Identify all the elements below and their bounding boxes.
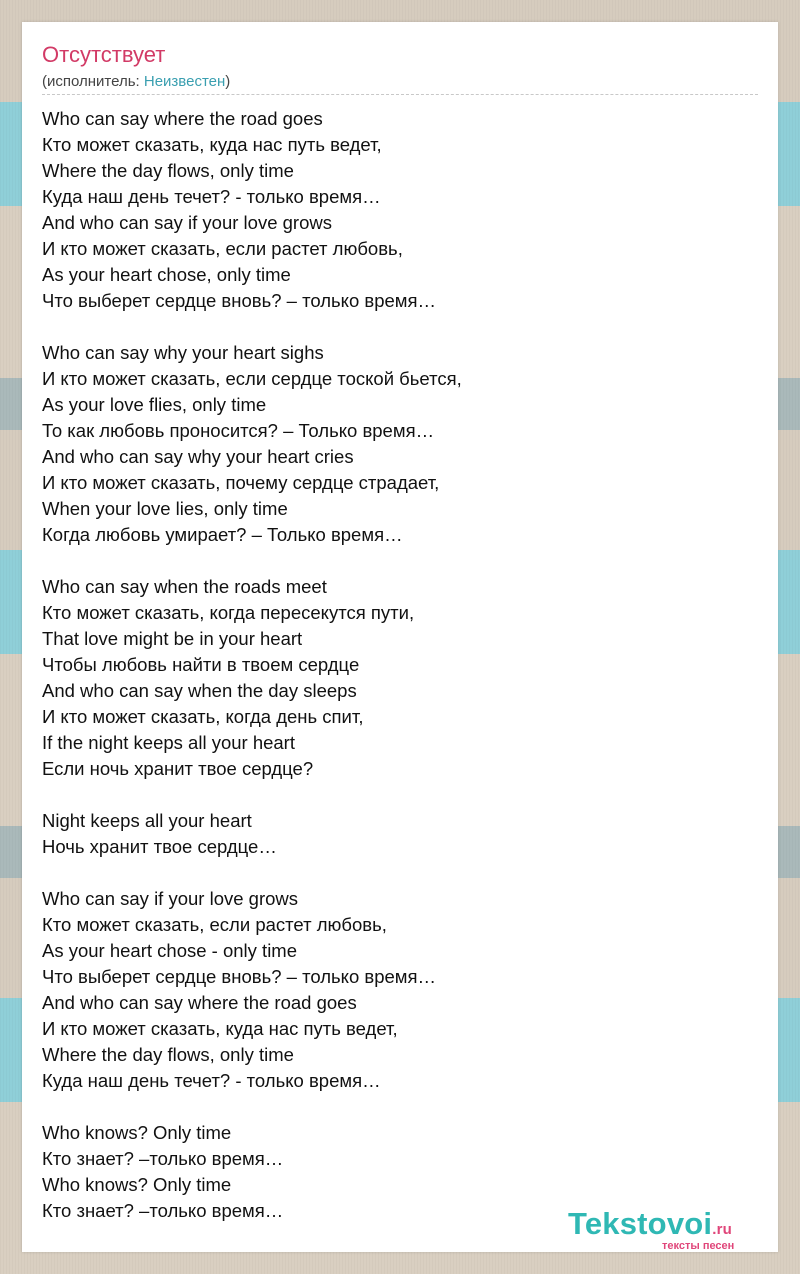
lyric-line: As your heart chose - only time	[42, 940, 297, 961]
lyric-line: And who can say if your love grows	[42, 212, 332, 233]
lyric-line: And who can say where the road goes	[42, 992, 357, 1013]
lyric-line: Что выберет сердце вновь? – только время…	[42, 290, 437, 311]
lyric-line: Кто знает? –только время…	[42, 1148, 284, 1169]
artist-link[interactable]: Неизвестен	[143, 73, 226, 90]
artist-suffix: )	[225, 73, 231, 90]
lyric-line	[42, 1094, 462, 1120]
lyric-line: Если ночь хранит твое сердце?	[42, 758, 314, 779]
lyric-line	[42, 548, 462, 574]
artist-line	[42, 73, 230, 90]
lyric-line: Where the day flows, only time	[42, 160, 294, 181]
lyric-line: Where the day flows, only time	[42, 1044, 294, 1065]
lyric-line: Night keeps all your heart	[42, 810, 252, 831]
lyric-line: Куда наш день течет? - только время…	[42, 1070, 381, 1091]
lyric-line	[42, 782, 462, 808]
logo-tld: .ru	[712, 1221, 732, 1238]
lyric-line: И кто может сказать, почему сердце страдает,	[42, 472, 440, 493]
lyric-line: And who can say why your heart cries	[42, 446, 354, 467]
lyric-line: И кто может сказать, когда день спит,	[42, 706, 364, 727]
lyric-line	[42, 860, 462, 886]
lyric-line: If the night keeps all your heart	[42, 732, 295, 753]
lyric-line: То как любовь проносится? – Только время…	[42, 420, 435, 441]
lyric-line: And who can say when the day sleeps	[42, 680, 357, 701]
lyric-line: Кто может сказать, если растет любовь,	[42, 914, 387, 935]
lyric-line: Кто может сказать, куда нас путь ведет,	[42, 134, 382, 155]
lyric-line: Когда любовь умирает? – Только время…	[42, 524, 403, 545]
lyric-line: That love might be in your heart	[42, 628, 303, 649]
lyric-line: Who can say where the road goes	[42, 108, 323, 129]
lyric-line: Кто может сказать, когда пересекутся пути,	[42, 602, 415, 623]
logo-subtitle: тексты песен	[662, 1240, 735, 1252]
lyric-line: When your love lies, only time	[42, 498, 288, 519]
lyric-line: И кто может сказать, куда нас путь ведет,	[42, 1018, 398, 1039]
lyric-line: As your love flies, only time	[42, 394, 267, 415]
lyrics-text	[42, 106, 462, 1224]
site-logo[interactable]	[568, 1206, 768, 1252]
lyric-line: И кто может сказать, если растет любовь,	[42, 238, 403, 259]
title-divider	[42, 94, 758, 95]
lyric-line: Кто знает? –только время…	[42, 1200, 284, 1221]
lyric-line	[42, 314, 462, 340]
lyric-line: Что выберет сердце вновь? – только время…	[42, 966, 437, 987]
lyric-line: Who can say when the roads meet	[42, 576, 327, 597]
lyric-line: Who knows? Only time	[42, 1174, 232, 1195]
lyric-line: Who can say if your love grows	[42, 888, 299, 909]
lyric-line: Who can say why your heart sighs	[42, 342, 324, 363]
lyric-line: Ночь хранит твое сердце…	[42, 836, 277, 857]
lyric-line: As your heart chose, only time	[42, 264, 291, 285]
lyric-line: И кто может сказать, если сердце тоской бьется,	[42, 368, 462, 389]
lyrics-card	[22, 22, 778, 1252]
lyric-line: Куда наш день течет? - только время…	[42, 186, 381, 207]
artist-prefix: (исполнитель:	[42, 73, 144, 90]
logo-name: Tekstovoi	[568, 1206, 713, 1241]
lyric-line: Who knows? Only time	[42, 1122, 232, 1143]
lyric-line: Чтобы любовь найти в твоем сердце	[42, 654, 360, 675]
song-title: Отсутствует	[42, 42, 166, 67]
